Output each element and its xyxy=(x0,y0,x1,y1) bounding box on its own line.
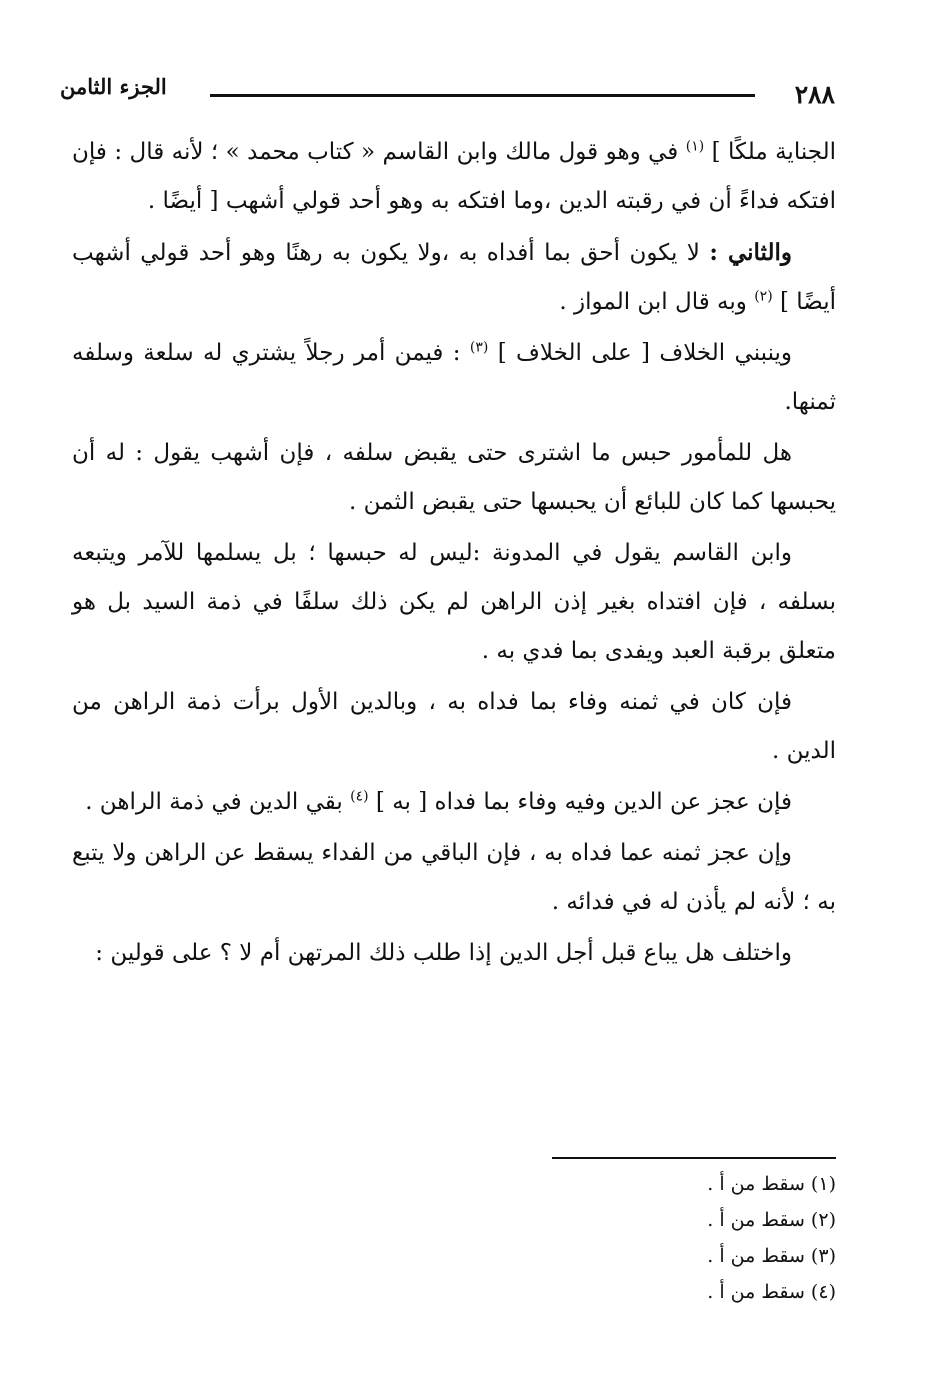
footnote-4: (٤) سقط من أ . xyxy=(707,1281,836,1303)
paragraph-9: واختلف هل يباع قبل أجل الدين إذا طلب ذلك المرتهن أم لا ؟ على قولين : xyxy=(95,940,792,966)
paragraph-lead: والثاني : xyxy=(709,239,792,266)
footnote-ref-3[interactable]: (٣) xyxy=(469,339,489,356)
paragraph-2: والثاني : لا يكون أحق بما أفداه به ،ولا يكون به رهنًا وهو أحد قولي أشهب أيضًا ] $^{(٢)}$ وبه قال ابن المواز . xyxy=(72,239,836,315)
paragraph-3: وينبني الخلاف [ على الخلاف ] $^{(٣)}$ : فيمن أمر رجلاً يشتري له سلعة وسلفه ثمنها. xyxy=(72,339,836,415)
footnote-1: (١) سقط من أ . xyxy=(707,1173,836,1195)
footnote-ref-4[interactable]: (٤) xyxy=(350,788,369,805)
header-rule xyxy=(210,94,755,97)
page-number: ٢٨٨ xyxy=(794,80,835,109)
footnote-divider xyxy=(552,1157,836,1159)
footnote-ref-1[interactable]: (١) xyxy=(685,138,705,155)
paragraph-6: فإن كان في ثمنه وفاء بما فداه به ، وبالدين الأول برأت ذمة الراهن من الدين . xyxy=(72,689,836,764)
paragraph-1: الجناية ملكًا ] $^{(١)}$ في وهو قول مالك وابن القاسم « كتاب محمد » ؛ لأنه قال : فإن افتكه فداءً أن في رقبته الدين ،وما افتكه به وهو أحد قولي أشهب [ أيضًا . xyxy=(72,138,837,214)
footnote-ref-2[interactable]: (٢) xyxy=(754,288,773,305)
running-title: الجزء الثامن xyxy=(60,74,167,99)
footnote-2: (٢) سقط من أ . xyxy=(707,1209,836,1231)
page-header xyxy=(60,72,835,112)
paragraph-7: فإن عجز عن الدين وفيه وفاء بما فداه [ به ] $^{(٤)}$ بقي الدين في ذمة الراهن . xyxy=(85,788,792,815)
footnotes xyxy=(506,1166,836,1310)
paragraph-8: وإن عجز ثمنه عما فداه به ، فإن الباقي من الفداء يسقط عن الراهن ولا يتبع به ؛ لأنه لم يأذن له في فدائه . xyxy=(72,840,836,915)
paragraph-5: وابن القاسم يقول في المدونة :ليس له حبسها ؛ بل يسلمها للآمر ويتبعه بسلفه ، فإن افتداه بغير إذن الراهن لم يكن ذلك سلفًا في ذمة السيد بل هو متعلق برقبة العبد ويفدى بما فدي به . xyxy=(72,540,836,664)
main-text xyxy=(72,128,836,980)
paragraph-4: هل للمأمور حبس ما اشترى حتى يقبض سلفه ، فإن أشهب يقول : له أن يحبسها كما كان للبائع أن يحبسها حتى يقبض الثمن . xyxy=(72,440,836,515)
footnote-3: (٣) سقط من أ . xyxy=(707,1245,836,1267)
